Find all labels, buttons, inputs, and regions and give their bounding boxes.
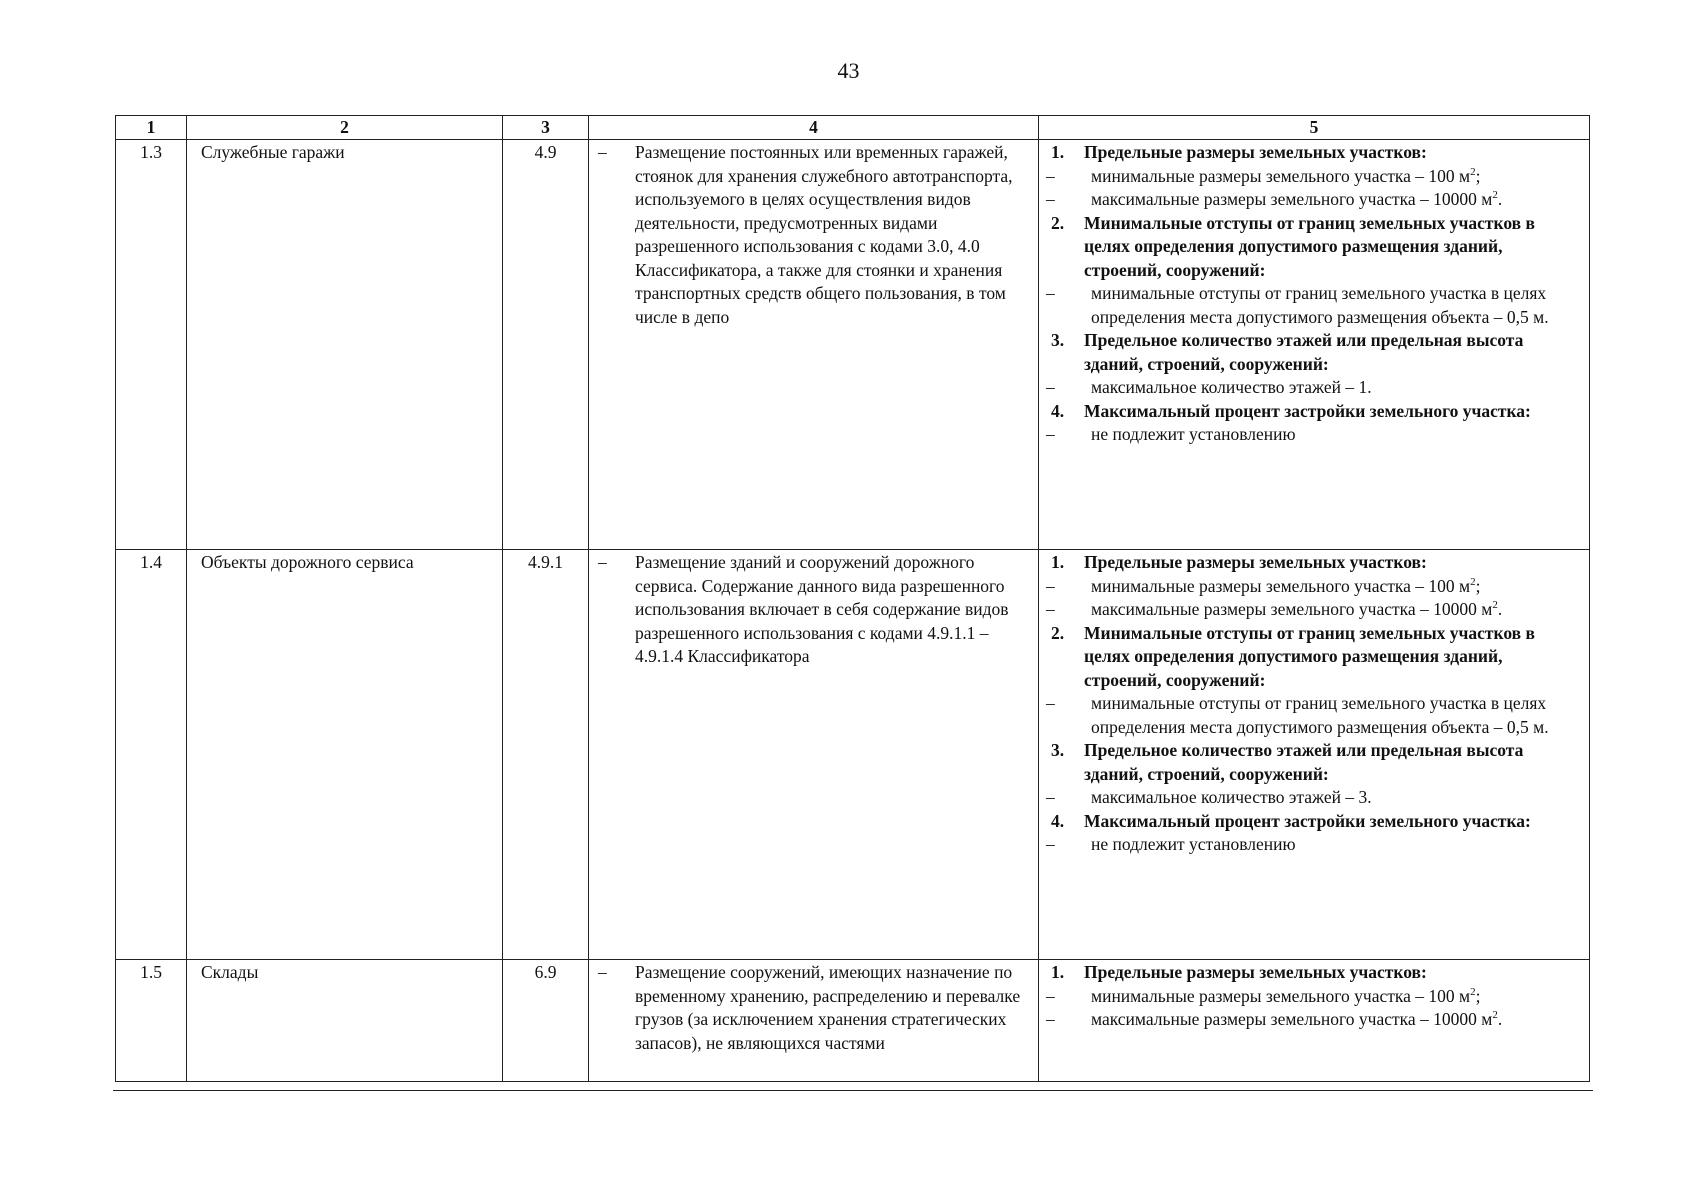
param-heading: Минимальные отступы от границ земельных участков в целях определения допустимого размещения зданий, строений, сооружений: xyxy=(1084,212,1535,280)
param-value: минимальные отступы от границ земельного участка в целях определения места допустимого размещения объекта – 0,5 м. xyxy=(1091,693,1549,737)
parameters-cell xyxy=(1039,960,1590,1082)
use-description-cell xyxy=(589,550,1039,960)
use-code: 4.9 xyxy=(503,140,589,550)
header-col-3: 3 xyxy=(503,116,589,140)
use-description-cell xyxy=(589,960,1039,1082)
dash-marker: – xyxy=(1046,283,1055,303)
param-heading: Предельные размеры земельных участков: xyxy=(1084,552,1427,572)
param-value: максимальное количество этажей – 3. xyxy=(1091,787,1372,807)
use-description: Размещение зданий и сооружений дорожного сервиса. Содержание данного вида разрешенного использования включает в себя содержание видов разрешенного использования с кодами 4.9.1.1 – 4.9.1.4 Классификатора xyxy=(635,552,1009,666)
dash-marker: – xyxy=(1046,834,1055,854)
dash-marker: – xyxy=(598,962,607,982)
param-value: минимальные отступы от границ земельного участка в целях определения места допустимого размещения объекта – 0,5 м. xyxy=(1091,283,1549,327)
param-heading: Предельное количество этажей или предельная высота зданий, строений, сооружений: xyxy=(1084,330,1524,374)
parameters-cell xyxy=(1039,140,1590,550)
dash-marker: – xyxy=(1046,599,1055,619)
param-number: 4. xyxy=(1051,400,1065,421)
param-value: максимальные размеры земельного участка – 10000 $м^2$. xyxy=(1091,599,1503,619)
param-value: минимальные размеры земельного участка – 100 $м^2$; xyxy=(1091,165,1481,186)
table-header-row xyxy=(116,116,1590,140)
table-row xyxy=(116,550,1590,960)
param-heading: Предельные размеры земельных участков: xyxy=(1084,962,1427,982)
param-number: 1. xyxy=(1051,142,1065,162)
dash-marker: – xyxy=(1046,693,1055,713)
parameters-cell xyxy=(1039,550,1590,960)
header-col-4: 4 xyxy=(589,116,1039,140)
header-col-1: 1 xyxy=(116,116,187,140)
param-heading: Предельные размеры земельных участков: xyxy=(1084,142,1427,162)
row-number: 1.4 xyxy=(116,550,187,960)
dash-marker: – xyxy=(1046,985,1055,1006)
dash-marker: – xyxy=(1046,377,1055,397)
dash-marker: – xyxy=(1046,1009,1055,1029)
param-value: не подлежит установлению xyxy=(1091,834,1296,854)
dash-marker: – xyxy=(1046,165,1055,186)
param-value: минимальные размеры земельного участка – 100 $м^2$; xyxy=(1091,575,1481,596)
use-code: 6.9 xyxy=(503,960,589,1082)
param-number: 4. xyxy=(1051,810,1065,831)
param-value: не подлежит установлению xyxy=(1091,424,1296,444)
param-heading: Максимальный процент застройки земельного участка: xyxy=(1084,400,1531,421)
page-number: 43 xyxy=(837,58,860,83)
param-heading: Минимальные отступы от границ земельных участков в целях определения допустимого размещения зданий, строений, сооружений: xyxy=(1084,622,1535,690)
param-value: максимальные размеры земельного участка – 10000 $м^2$. xyxy=(1091,189,1503,209)
use-description: Размещение постоянных или временных гаражей, стоянок для хранения служебного автотранспорта, используемого в целях осуществления видов деятельности, предусмотренных видами разрешенного использования с кодами 3.0, 4.0 Классификатора, а также для стоянки и хранения транспортных средств общего пользования, в том числе в депо xyxy=(635,142,1013,327)
header-col-2: 2 xyxy=(187,116,503,140)
use-description: Размещение сооружений, имеющих назначение по временному хранению, распределению и перевалке грузов (за исключением хранения стратегических запасов), не являющихся частями xyxy=(635,962,1021,1053)
use-description-cell xyxy=(589,140,1039,550)
param-value: максимальные размеры земельного участка – 10000 $м^2$. xyxy=(1091,1009,1503,1029)
use-name: Объекты дорожного сервиса xyxy=(187,550,503,960)
use-name: Склады xyxy=(187,960,503,1082)
use-name: Служебные гаражи xyxy=(187,140,503,550)
dash-marker: – xyxy=(1046,424,1055,444)
footer-rule xyxy=(113,1090,1593,1091)
row-number: 1.5 xyxy=(116,960,187,1082)
table-row xyxy=(116,140,1590,550)
table-row xyxy=(116,960,1590,1082)
param-number: 2. xyxy=(1051,212,1065,233)
dash-marker: – xyxy=(1046,189,1055,209)
param-number: 1. xyxy=(1051,552,1065,572)
param-number: 3. xyxy=(1051,330,1065,350)
param-heading: Максимальный процент застройки земельного участка: xyxy=(1084,810,1531,831)
dash-marker: – xyxy=(1046,787,1055,807)
dash-marker: – xyxy=(598,552,607,572)
use-code: 4.9.1 xyxy=(503,550,589,960)
param-heading: Предельное количество этажей или предельная высота зданий, строений, сооружений: xyxy=(1084,740,1524,784)
param-value: минимальные размеры земельного участка – 100 $м^2$; xyxy=(1091,985,1481,1006)
row-number: 1.3 xyxy=(116,140,187,550)
param-value: максимальное количество этажей – 1. xyxy=(1091,377,1372,397)
header-col-5: 5 xyxy=(1039,116,1590,140)
dash-marker: – xyxy=(598,142,607,162)
param-number: 2. xyxy=(1051,622,1065,643)
param-number: 1. xyxy=(1051,962,1065,982)
param-number: 3. xyxy=(1051,740,1065,760)
dash-marker: – xyxy=(1046,575,1055,596)
regulations-table xyxy=(115,115,1590,1082)
